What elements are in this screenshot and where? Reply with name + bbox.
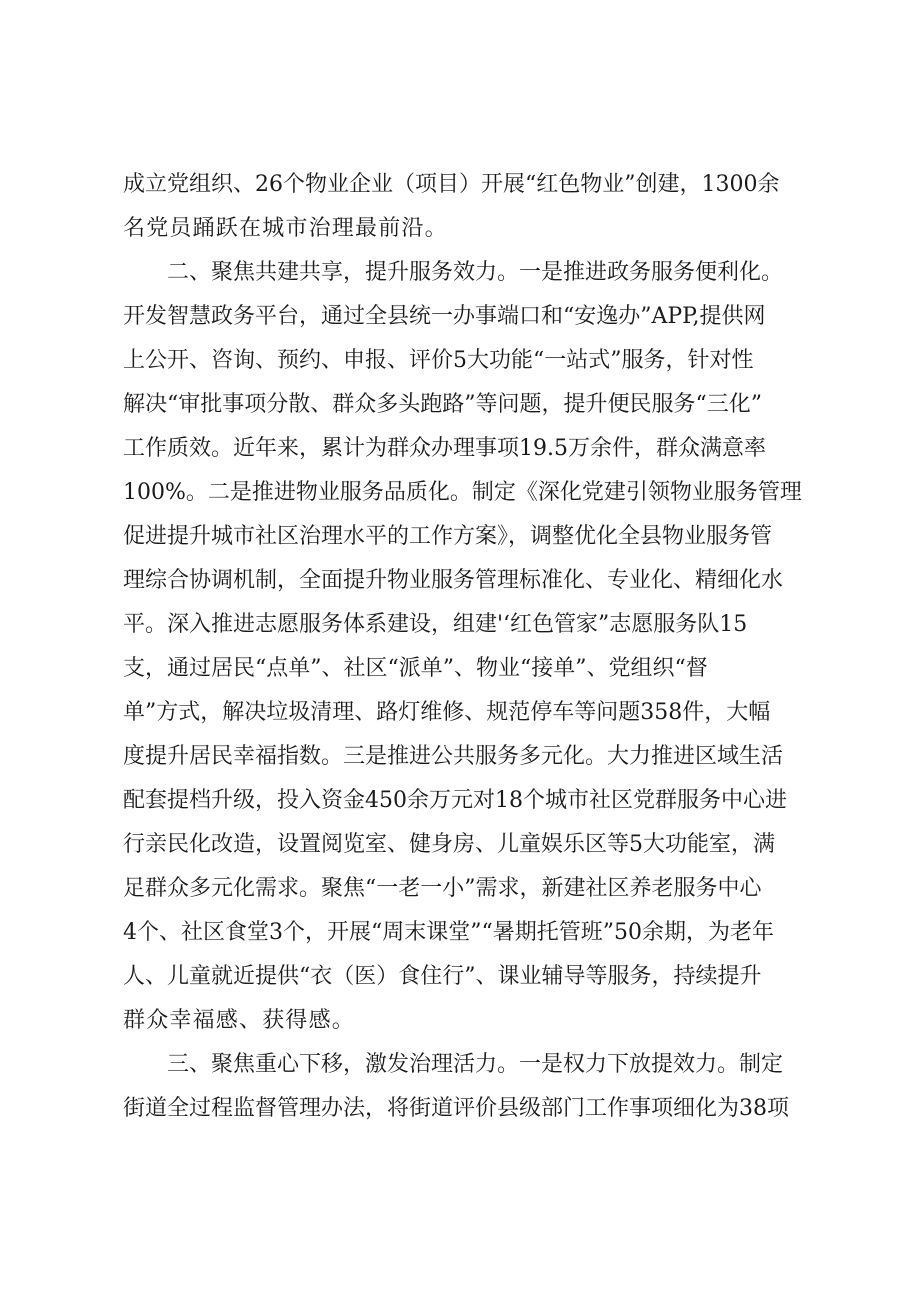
text-line: 度提升居民幸福指数。三是推进公共服务多元化。大力推进区域生活: [123, 744, 784, 769]
text-line: 单”方式，解决垃圾清理、路灯维修、规范停车等问题358件，大幅: [123, 700, 771, 725]
text-line: 足群众多元化需求。聚焦“一老一小”需求，新建社区养老服务中心: [123, 876, 762, 901]
text-line: 100%。二是推进物业服务品质化。制定《深化党建引领物业服务管理: [123, 480, 802, 505]
paragraph-heading-line: 二、聚焦共建共享，提升服务效力。一是推进政务服务便利化。: [167, 260, 784, 285]
text-line: 工作质效。近年来，累计为群众办理事项19.5万余件，群众满意率: [123, 436, 766, 461]
text-line: 人、儿童就近提供“衣（医）食住行”、课业辅导等服务，持续提升: [123, 964, 762, 989]
text-line: 开发智慧政务平台，通过全县统一办事端口和“安逸办”APP,提供网: [123, 304, 766, 329]
text-line: 行亲民化改造，设置阅览室、健身房、儿童娱乐区等5大功能室，满: [123, 832, 775, 857]
text-line: 群众幸福感、获得感。: [123, 1008, 356, 1033]
text-line: 支，通过居民“点单”、社区“派单”、物业“接单”、党组织“督: [123, 656, 708, 681]
text-line: 上公开、咨询、预约、申报、评价5大功能“一站式”服务，针对性: [123, 348, 754, 373]
text-line: 名党员踊跃在城市治理最前沿。: [123, 216, 448, 241]
text-line: 平。深入推进志愿服务体系建设，组建'‘红色管家”志愿服务队15: [123, 612, 748, 637]
text-line: 解决“审批事项分散、群众多头跑路”等问题，提升便民服务“三化”: [123, 392, 762, 417]
paragraph-heading-line: 三、聚焦重心下移，激发治理活力。一是权力下放提效力。制定: [167, 1052, 784, 1077]
text-line: 街道全过程监督管理办法，将街道评价县级部门工作事项细化为38项: [123, 1096, 789, 1121]
text-line: 理综合协调机制，全面提升物业服务管理标准化、专业化、精细化水: [123, 568, 784, 593]
text-line: 配套提档升级，投入资金450余万元对18个城市社区党群服务中心进: [123, 788, 787, 813]
text-line: 4个、社区食堂3个，开展“周末课堂”“暑期托管班”50余期，为老年: [123, 920, 774, 945]
text-line: 促进提升城市社区治理水平的工作方案》，调整优化全县物业服务管: [123, 524, 773, 549]
text-line: 成立党组织、26个物业企业（项目）开展“红色物业”创建，1300余: [123, 172, 780, 197]
